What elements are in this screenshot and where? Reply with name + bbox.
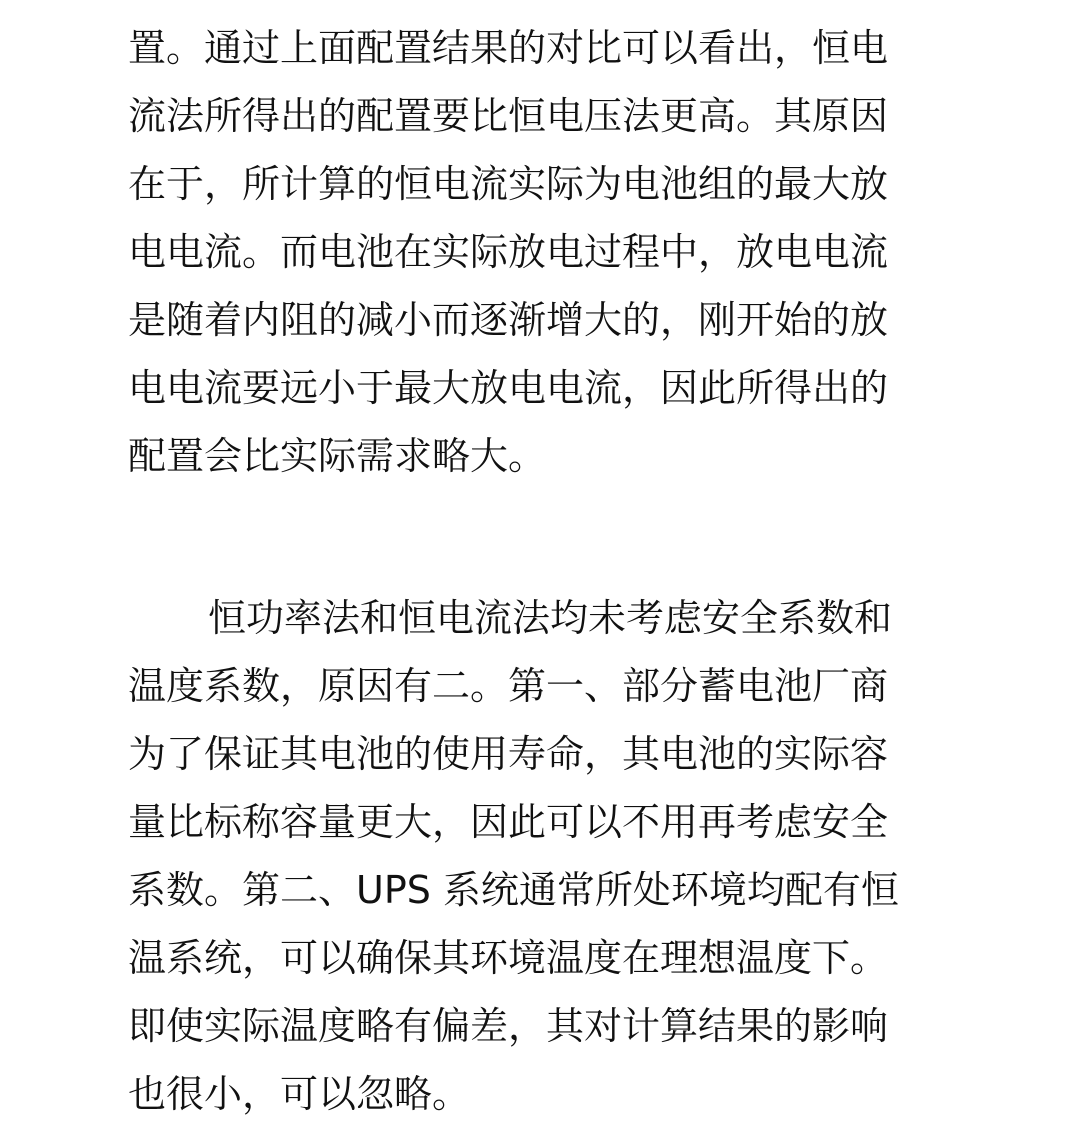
text-line: 是随着内阻的减小而逐渐增大的，刚开始的放	[128, 298, 889, 342]
text-line: 也很小，可以忽略。	[128, 1072, 471, 1116]
text-line: 恒功率法和恒电流法均未考虑安全系数和	[208, 596, 893, 640]
text-line: 配置会比实际需求略大。	[128, 434, 547, 478]
paragraph-2	[128, 584, 938, 1128]
text-line: 即使实际温度略有偏差，其对计算结果的影响	[128, 1004, 889, 1048]
text-line: 量比标称容量更大，因此可以不用再考虑安全	[128, 800, 889, 844]
text-line: 在于，所计算的恒电流实际为电池组的最大放	[128, 162, 889, 206]
text-line: 为了保证其电池的使用寿命，其电池的实际容	[128, 732, 889, 776]
text-line: 温系统，可以确保其环境温度在理想温度下。	[128, 936, 889, 980]
text-line: 电电流。而电池在实际放电过程中，放电电流	[128, 230, 889, 274]
text-line: 置。通过上面配置结果的对比可以看出，恒电	[128, 26, 889, 70]
paragraph-1	[128, 14, 938, 490]
text-line: 系数。第二、UPS 系统通常所处环境均配有恒	[128, 868, 899, 912]
text-line: 流法所得出的配置要比恒电压法更高。其原因	[128, 94, 889, 138]
text-line: 电电流要远小于最大放电电流，因此所得出的	[128, 366, 889, 410]
text-line: 温度系数，原因有二。第一、部分蓄电池厂商	[128, 664, 889, 708]
